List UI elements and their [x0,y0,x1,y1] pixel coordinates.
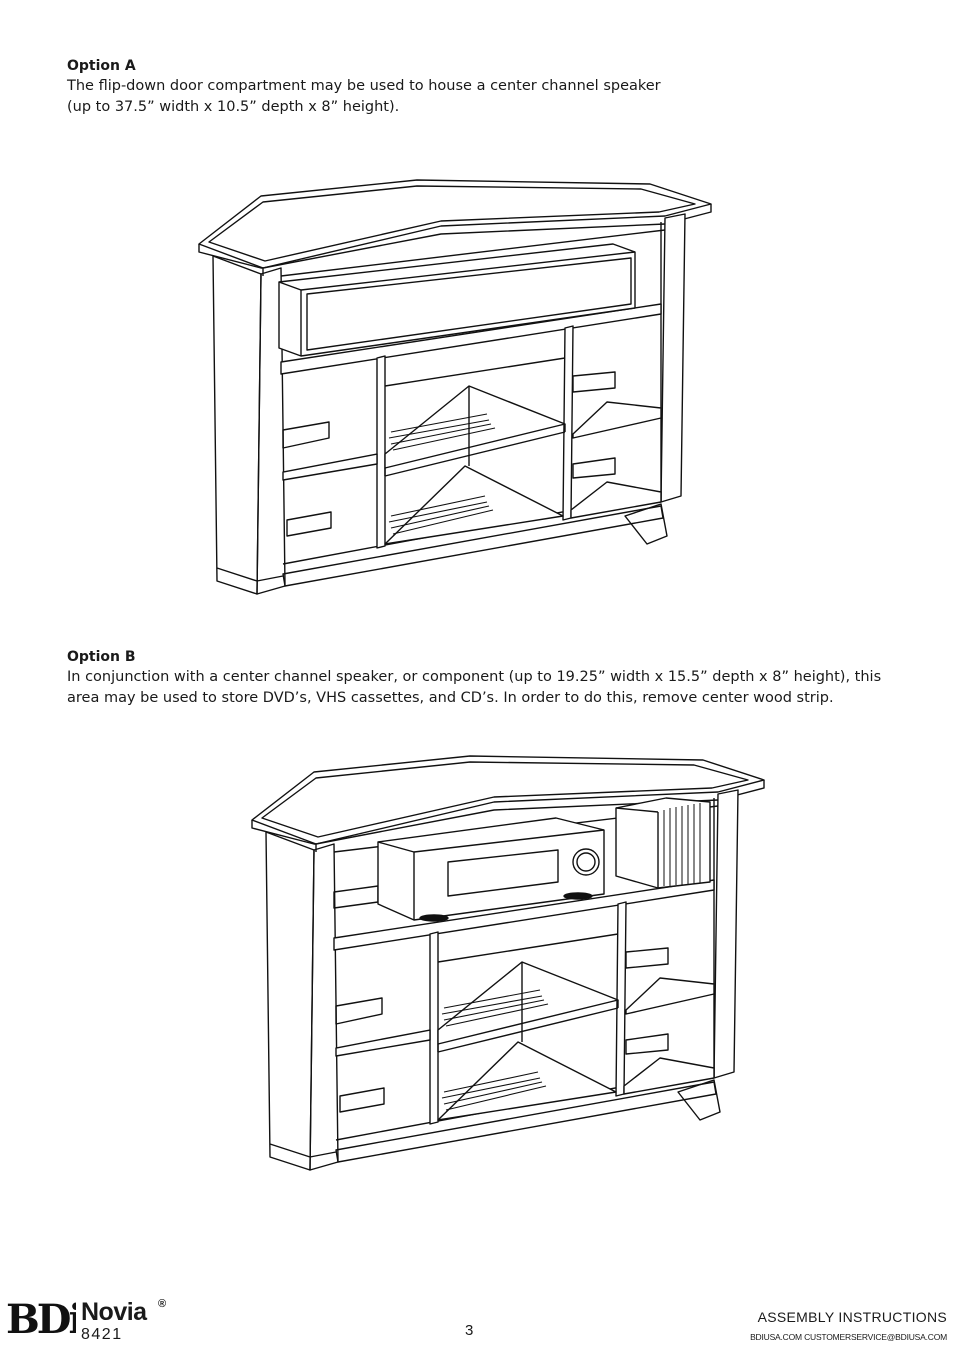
contact-links: BDIUSA.COM CUSTOMERSERVICE@BDIUSA.COM [750,1332,947,1342]
bdi-logo [6,1297,76,1343]
option-a-section [67,56,927,118]
option-b-section [67,647,927,709]
document-title: ASSEMBLY INSTRUCTIONS [757,1309,947,1325]
figure-option-b [248,752,768,1207]
option-a-title: Option A [67,58,136,74]
figure-option-a [195,176,715,631]
svg-text:BDi: BDi [6,1297,76,1339]
page-number: 3 [465,1322,474,1339]
option-b-line-1: In conjunction with a center channel speaker, or component (up to 19.25” width x 15.5” depth x 8” height), this [67,669,882,685]
brand-name: Novia [81,1298,147,1326]
option-b-line-2: area may be used to store DVD’s, VHS cassettes, and CD’s. In order to do this, remove center wood strip. [67,690,834,706]
option-b-title: Option B [67,649,136,665]
option-a-line-2: (up to 37.5” width x 10.5” depth x 8” height). [67,99,400,115]
option-a-line-1: The flip-down door compartment may be used to house a center channel speaker [67,78,661,94]
model-number: 8421 [81,1326,123,1343]
registered-mark: ® [158,1298,167,1310]
